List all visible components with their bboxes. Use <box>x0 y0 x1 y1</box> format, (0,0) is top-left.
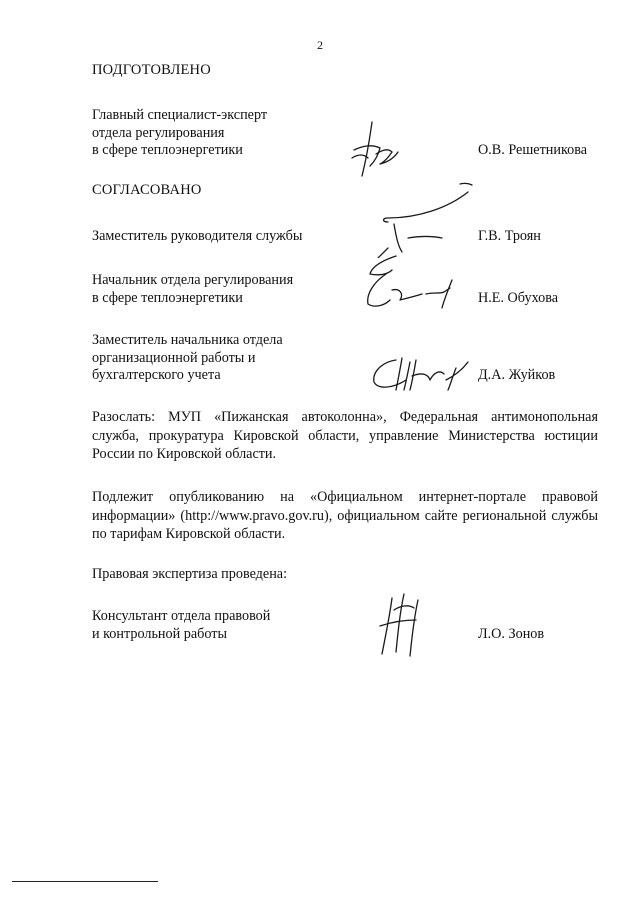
position-line: в сфере теплоэнергетики <box>92 142 243 158</box>
signer-name-zhuikov: Д.А. Жуйков <box>478 367 556 383</box>
legal-review-position <box>92 608 270 643</box>
position-line: Заместитель начальника отдела <box>92 332 283 348</box>
legal-review-name: Л.О. Зонов <box>478 626 545 642</box>
position-line: Главный специалист-эксперт <box>92 107 268 123</box>
legal-review-heading: Правовая экспертиза проведена: <box>92 566 288 582</box>
prepared-position <box>92 107 267 160</box>
signer-position <box>92 332 283 385</box>
position-line: организационной работы и <box>92 349 256 366</box>
page-number: 2 <box>317 38 323 52</box>
prepared-name: О.В. Решетникова <box>478 142 588 158</box>
distribution-list: Разослать: МУП «Пижанская автоколонна», Федеральная антимонопольная служба, прокуратура Кировской области, управление Министерства юстиции России по Кировской области. <box>92 409 598 462</box>
signature-obukhova <box>356 250 466 320</box>
position-line: отдела регулирования <box>92 124 225 141</box>
position-line: Консультант отдела правовой <box>92 608 271 624</box>
position-line: бухгалтерского учета <box>92 367 221 383</box>
signer-position <box>92 228 302 246</box>
footer-rule <box>12 881 158 882</box>
agreed-heading: СОГЛАСОВАНО <box>92 182 202 198</box>
position-line: Начальник отдела регулирования <box>92 272 294 288</box>
signer-name-troyan: Г.В. Троян <box>478 228 541 244</box>
publication-note: Подлежит опубликованию на «Официальном интернет-портале правовой информации» (http://www.pravo.gov.ru), официальном сайте региональной службы по тарифам Кировской области. <box>92 489 598 542</box>
position-line: Заместитель руководителя службы <box>92 228 303 244</box>
position-line: в сфере теплоэнергетики <box>92 289 243 306</box>
signature-reshetnikova <box>348 118 403 180</box>
signature-troyan <box>368 178 480 258</box>
signer-position <box>92 272 293 307</box>
signature-zonov <box>374 590 434 660</box>
signer-name-obukhova: Н.Е. Обухова <box>478 290 559 306</box>
position-line: и контрольной работы <box>92 625 227 642</box>
signature-zhuikov <box>366 350 476 396</box>
prepared-heading: ПОДГОТОВЛЕНО <box>92 62 211 78</box>
